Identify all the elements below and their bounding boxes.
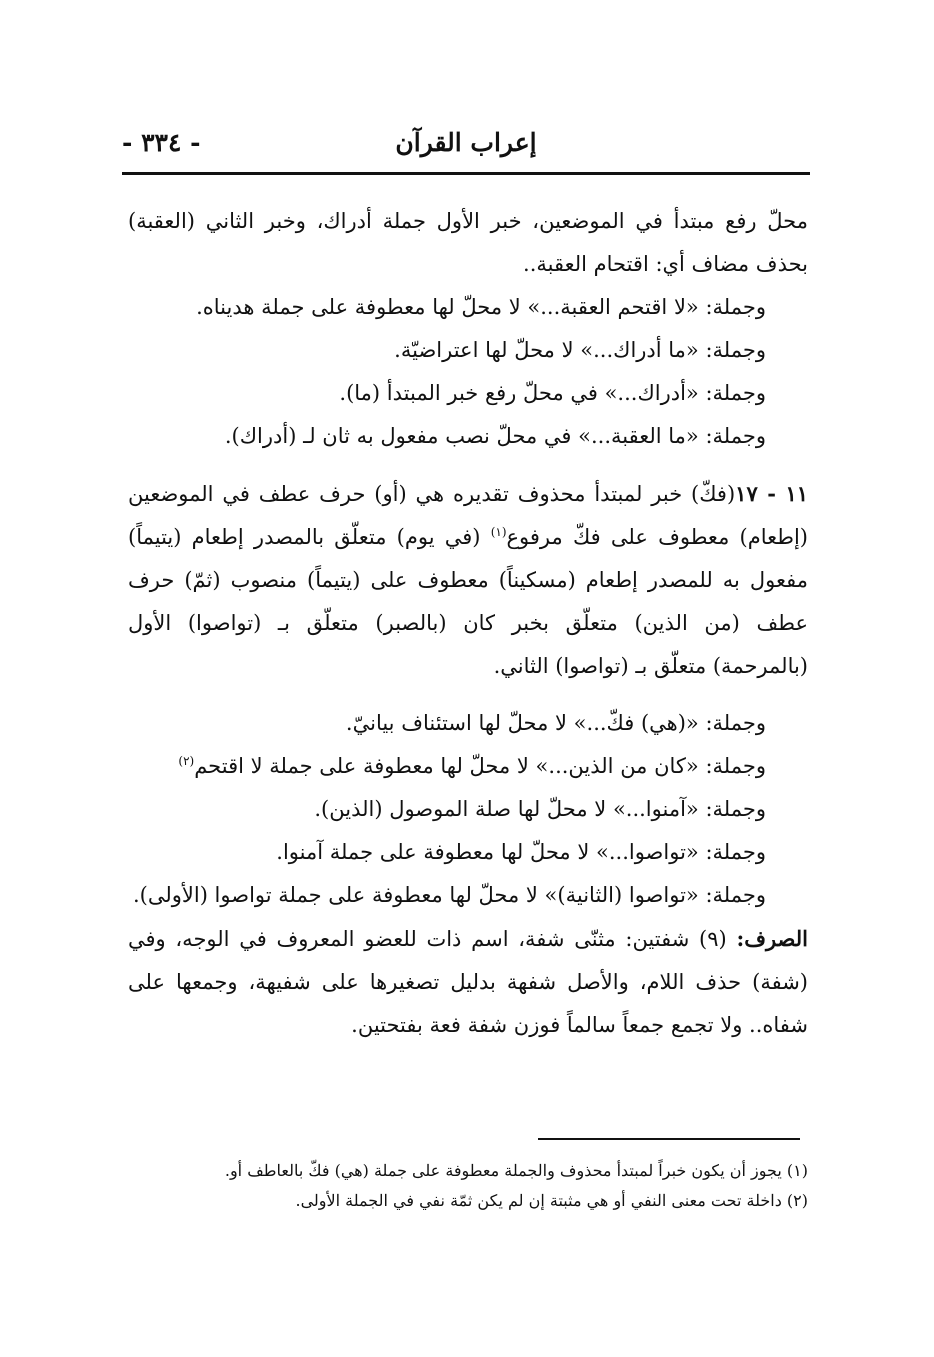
footnote-ref-1[interactable]: (١) <box>490 525 507 539</box>
list-item: وجملة: «(هي) فكّ...» لا محلّ لها استئناف بيانيّ. <box>345 711 766 735</box>
sarf-label: الصرف: <box>736 926 809 951</box>
list-item: وجملة: «لا اقتحم العقبة...» لا محلّ لها معطوفة على جملة هديناه. <box>196 295 766 319</box>
verse-analysis: (فكّ) خبر لمبتدأ محذوف تقديره هي (أو) حرف عطف في الموضعين (إطعام) معطوف على فكّ مرفوع <box>128 482 808 549</box>
page-header <box>122 120 810 172</box>
spacer <box>128 688 808 702</box>
page-number: - ٣٣٤ - <box>122 128 201 157</box>
footnote-divider <box>538 1138 800 1140</box>
footnotes <box>128 1156 808 1216</box>
main-text <box>128 200 808 1047</box>
sarf-text: (٩) شفتين: مثنّى شفة، اسم ذات للعضو المعروف في الوجه، وفي (شفة) حذف اللام، والأصل شفهة بدليل تصغيرها على شفيهة، وجمعها على شفاه.. ولا تجمع جمعاً سالماً فوزن شفة فعة بفتحتين. <box>128 927 808 1037</box>
list-item <box>128 745 808 788</box>
list-item: وجملة: «تواصوا...» لا محلّ لها معطوفة على جملة آمنوا. <box>276 840 766 864</box>
verse-analysis-cont: (في يوم) متعلّق بالمصدر إطعام (يتيماً) مفعول به للمصدر إطعام (مسكيناً) معطوف على (يتيماً) منصوب (ثمّ) حرف عطف (من الذين) متعلّق بخبر كان (بالصبر) متعلّق بـ (تواصوا) الأول (بالمرحمة) متعلّق بـ (تواصوا) الثاني. <box>128 525 808 678</box>
footnote-2: (٢) داخلة تحت معنى النفي أو هي مثبتة إن لم يكن ثمّة نفي في الجملة الأولى. <box>295 1191 808 1210</box>
list-item: وجملة: «ما أدراك...» لا محلّ لها اعتراضيّة. <box>394 338 766 362</box>
list-item: وجملة: «ما العقبة...» في محلّ نصب مفعول به ثان لـ (أدراك). <box>224 424 766 448</box>
paragraph-intro: محلّ رفع مبتدأ في الموضعين، خبر الأول جملة أدراك، وخبر الثاني (العقبة) بحذف مضاف أي: اقتحام العقبة.. <box>128 209 808 276</box>
list-item: وجملة: «تواصوا (الثانية)» لا محلّ لها معطوفة على جملة تواصوا (الأولى). <box>132 883 766 907</box>
paragraph-verses <box>128 472 808 688</box>
list-item: وجملة: «آمنوا...» لا محلّ لها صلة الموصول (الذين). <box>314 797 766 821</box>
spacer <box>128 458 808 472</box>
book-title: إعراب القرآن <box>395 128 537 157</box>
list-item: وجملة: «أدراك...» في محلّ رفع خبر المبتدأ (ما). <box>339 381 766 405</box>
footnote-1: (١) يجوز أن يكون خبراً لمبتدأ محذوف والجملة معطوفة على جملة (هي) فكّ بالعاطف أو. <box>224 1161 808 1180</box>
paragraph-sarf <box>128 917 808 1047</box>
list-item-text: وجملة: «كان من الذين...» لا محلّ لها معطوفة على جملة لا اقتحم <box>194 754 766 778</box>
footnote-ref-2[interactable]: (٢) <box>178 754 195 768</box>
verse-number: ١١ - ١٧ <box>735 481 808 506</box>
header-divider <box>122 172 810 175</box>
